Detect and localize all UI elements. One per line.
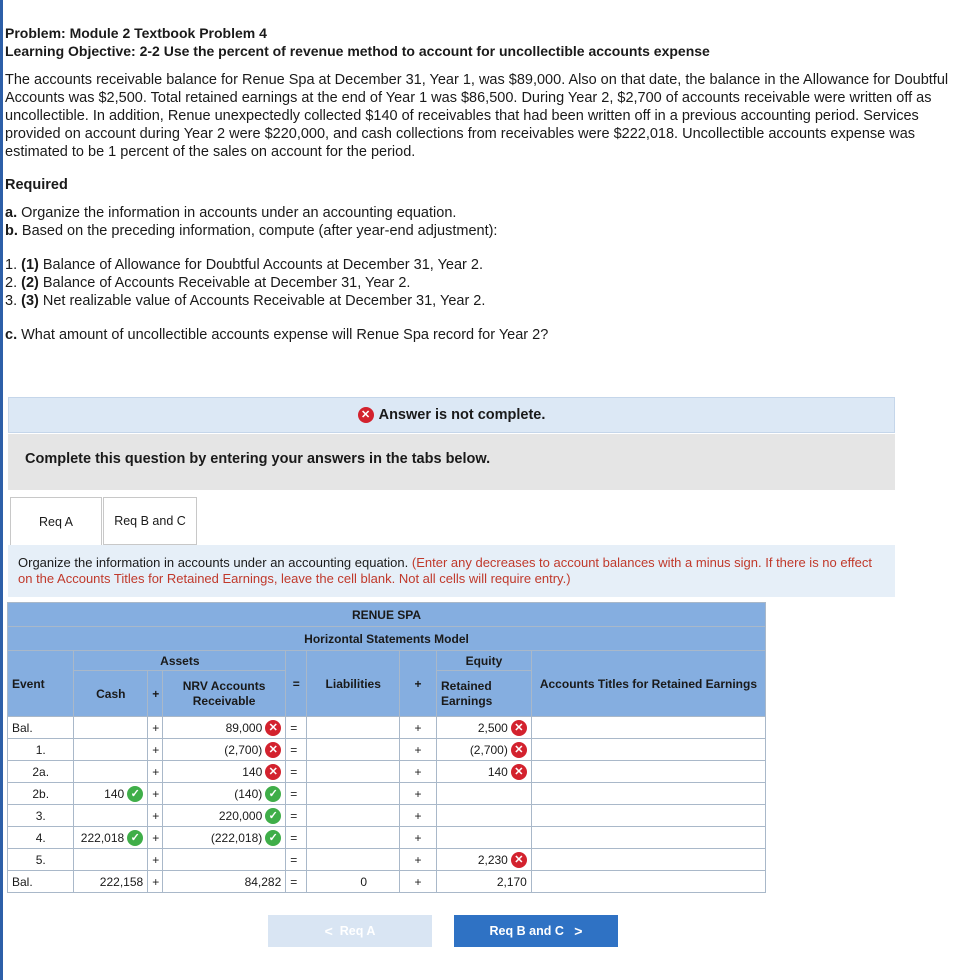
cell-plus: + <box>148 739 163 761</box>
cell-nrv-ar[interactable]: 140 ✕ <box>162 761 285 783</box>
company-name: RENUE SPA <box>8 603 766 627</box>
header-cash: Cash <box>74 671 148 717</box>
cell-retained-earnings[interactable] <box>436 827 531 849</box>
header-plus: + <box>400 651 437 717</box>
cell-plus-2: + <box>400 849 437 871</box>
cell-liabilities[interactable] <box>307 761 400 783</box>
cell-equals: = <box>286 783 307 805</box>
cell-equals: = <box>286 805 307 827</box>
panel-text: Complete this question by entering your answers in the tabs below. <box>25 451 491 467</box>
cell-account-title[interactable] <box>531 783 765 805</box>
cell-cash[interactable]: 222,018 ✓ <box>74 827 148 849</box>
req-c: c. What amount of uncollectible accounts expense will Renue Spa record for Year 2? <box>5 327 549 343</box>
table-row <box>8 849 766 871</box>
model-name: Horizontal Statements Model <box>8 627 766 651</box>
tab-instructions <box>8 545 895 597</box>
incorrect-x-icon: ✕ <box>265 764 281 780</box>
table-row <box>8 827 766 849</box>
cell-cash[interactable] <box>74 739 148 761</box>
cell-nrv-ar[interactable]: (2,700) ✕ <box>162 739 285 761</box>
header-assets-plus: + <box>148 671 163 717</box>
requirements-list <box>5 204 965 344</box>
cell-liabilities[interactable]: 0 <box>307 871 400 893</box>
cell-plus-2: + <box>400 739 437 761</box>
cell-plus-2: + <box>400 871 437 893</box>
cell-equals: = <box>286 827 307 849</box>
table-row <box>8 739 766 761</box>
table-row <box>8 783 766 805</box>
banner-text: Answer is not complete. <box>378 407 546 423</box>
cell-nrv-ar[interactable]: (140) ✓ <box>162 783 285 805</box>
problem-title: Problem: Module 2 Textbook Problem 4 <box>5 25 267 41</box>
instruction-main: Organize the information in accounts under an accounting equation. <box>18 555 412 570</box>
cell-account-title[interactable] <box>531 849 765 871</box>
cell-retained-earnings[interactable]: 140 ✕ <box>436 761 531 783</box>
cell-equals: = <box>286 761 307 783</box>
correct-check-icon: ✓ <box>265 786 281 802</box>
cell-event: Bal. <box>8 717 74 739</box>
cell-liabilities[interactable] <box>307 849 400 871</box>
table-row <box>8 805 766 827</box>
incorrect-x-icon: ✕ <box>511 742 527 758</box>
cell-equals: = <box>286 717 307 739</box>
cell-plus: + <box>148 761 163 783</box>
incorrect-x-icon: ✕ <box>265 742 281 758</box>
cell-nrv-ar[interactable] <box>162 849 285 871</box>
cell-cash[interactable] <box>74 717 148 739</box>
cell-retained-earnings[interactable] <box>436 805 531 827</box>
incorrect-x-icon: ✕ <box>511 764 527 780</box>
cell-cash[interactable] <box>74 849 148 871</box>
cell-nrv-ar[interactable]: 84,282 <box>162 871 285 893</box>
tab-req-b-and-c[interactable]: Req B and C <box>103 497 197 545</box>
problem-statement <box>5 24 965 344</box>
cell-plus-2: + <box>400 805 437 827</box>
cell-event: 3. <box>8 805 74 827</box>
cell-equals: = <box>286 849 307 871</box>
cell-nrv-ar[interactable]: 220,000 ✓ <box>162 805 285 827</box>
cell-retained-earnings[interactable]: 2,230 ✕ <box>436 849 531 871</box>
req-a: a. Organize the information in accounts under an accounting equation. <box>5 205 457 221</box>
instruction-note: (Enter any decreases to account balances with a minus sign. If there is no effect on the Accounts Titles for Retained Earnings, leave the cell blank. Not all cells will require entry.) <box>18 555 872 586</box>
cell-event: 2a. <box>8 761 74 783</box>
cell-plus: + <box>148 849 163 871</box>
cell-equals: = <box>286 871 307 893</box>
cell-account-title[interactable] <box>531 805 765 827</box>
answer-status-banner <box>8 397 895 433</box>
cell-event: 5. <box>8 849 74 871</box>
incorrect-x-icon: ✕ <box>511 720 527 736</box>
cell-account-title[interactable] <box>531 871 765 893</box>
learning-objective: Learning Objective: 2-2 Use the percent of revenue method to account for uncollectible accounts expense <box>5 43 710 59</box>
header-equity: Equity <box>436 651 531 671</box>
sub-item-3: 3. (3) Net realizable value of Accounts Receivable at December 31, Year 2. <box>5 293 486 309</box>
cell-event: 2b. <box>8 783 74 805</box>
header-assets: Assets <box>74 651 286 671</box>
cell-account-title[interactable] <box>531 827 765 849</box>
cell-account-title[interactable] <box>531 739 765 761</box>
header-event: Event <box>8 651 74 717</box>
sub-item-2: 2. (2) Balance of Accounts Receivable at December 31, Year 2. <box>5 275 411 291</box>
cell-plus: + <box>148 717 163 739</box>
correct-check-icon: ✓ <box>265 808 281 824</box>
cell-plus-2: + <box>400 827 437 849</box>
cell-event: 4. <box>8 827 74 849</box>
cell-account-title[interactable] <box>531 717 765 739</box>
cell-liabilities[interactable] <box>307 805 400 827</box>
correct-check-icon: ✓ <box>127 786 143 802</box>
cell-plus-2: + <box>400 761 437 783</box>
sub-item-1: 1. (1) Balance of Allowance for Doubtful Accounts at December 31, Year 2. <box>5 257 483 273</box>
correct-check-icon: ✓ <box>127 830 143 846</box>
cell-plus: + <box>148 783 163 805</box>
table-row <box>8 761 766 783</box>
table-row <box>8 871 766 893</box>
chevron-left-icon: < <box>324 923 333 939</box>
cell-retained-earnings[interactable]: 2,170 <box>436 871 531 893</box>
problem-intro: The accounts receivable balance for Renue Spa at December 31, Year 1, was $89,000. Also on that date, the balance in the Allowance for Doubtful Accounts was $2,500. Total retained earnings at the end of Year 1 was $86,500. During Year 2, $2,700 of accounts receivable were written off as uncollectible. In addition, Renue unexpectedly collected $140 of receivables that had been written off in a previous accounting period. Services provided on account during Year 2 were $220,000, and cash collections from receivables were $222,018. Uncollectible accounts expense was estimated to be 1 percent of the sales on account for the period. <box>5 72 949 160</box>
header-retained-earnings: Retained Earnings <box>436 671 531 717</box>
header-account-titles: Accounts Titles for Retained Earnings <box>531 651 765 717</box>
cell-plus-2: + <box>400 783 437 805</box>
header-nrv-ar: NRV Accounts Receivable <box>162 671 285 717</box>
incorrect-x-icon: ✕ <box>265 720 281 736</box>
required-heading: Required <box>5 177 68 193</box>
req-b: b. Based on the preceding information, compute (after year-end adjustment): <box>5 223 498 239</box>
cell-cash[interactable] <box>74 805 148 827</box>
cell-plus-2: + <box>400 717 437 739</box>
cell-cash[interactable]: 222,158 <box>74 871 148 893</box>
cell-nrv-ar[interactable]: 89,000 ✕ <box>162 717 285 739</box>
cell-event: Bal. <box>8 871 74 893</box>
cell-equals: = <box>286 739 307 761</box>
cell-liabilities[interactable] <box>307 739 400 761</box>
header-equals: = <box>286 651 307 717</box>
table-row <box>8 717 766 739</box>
correct-check-icon: ✓ <box>265 830 281 846</box>
cell-plus: + <box>148 871 163 893</box>
cell-liabilities[interactable] <box>307 717 400 739</box>
cell-plus: + <box>148 805 163 827</box>
cell-plus: + <box>148 827 163 849</box>
incorrect-x-icon: ✕ <box>511 852 527 868</box>
cell-liabilities[interactable] <box>307 827 400 849</box>
cell-cash[interactable]: 140 ✓ <box>74 783 148 805</box>
cell-retained-earnings[interactable] <box>436 783 531 805</box>
horizontal-statements-table <box>7 602 766 893</box>
prev-tab-button[interactable]: < Req A <box>268 915 432 947</box>
cell-nrv-ar[interactable]: (222,018) ✓ <box>162 827 285 849</box>
cell-event: 1. <box>8 739 74 761</box>
tab-req-a[interactable]: Req A <box>10 497 102 546</box>
cell-retained-earnings[interactable]: (2,700) ✕ <box>436 739 531 761</box>
header-liabilities: Liabilities <box>307 651 400 717</box>
instructions-panel <box>8 434 895 490</box>
cell-cash[interactable] <box>74 761 148 783</box>
chevron-right-icon: > <box>574 923 583 939</box>
cell-account-title[interactable] <box>531 761 765 783</box>
cell-retained-earnings[interactable]: 2,500 ✕ <box>436 717 531 739</box>
error-x-icon: ✕ <box>358 407 374 423</box>
left-accent-bar <box>0 0 3 980</box>
next-tab-button[interactable]: Req B and C > <box>454 915 618 947</box>
cell-liabilities[interactable] <box>307 783 400 805</box>
